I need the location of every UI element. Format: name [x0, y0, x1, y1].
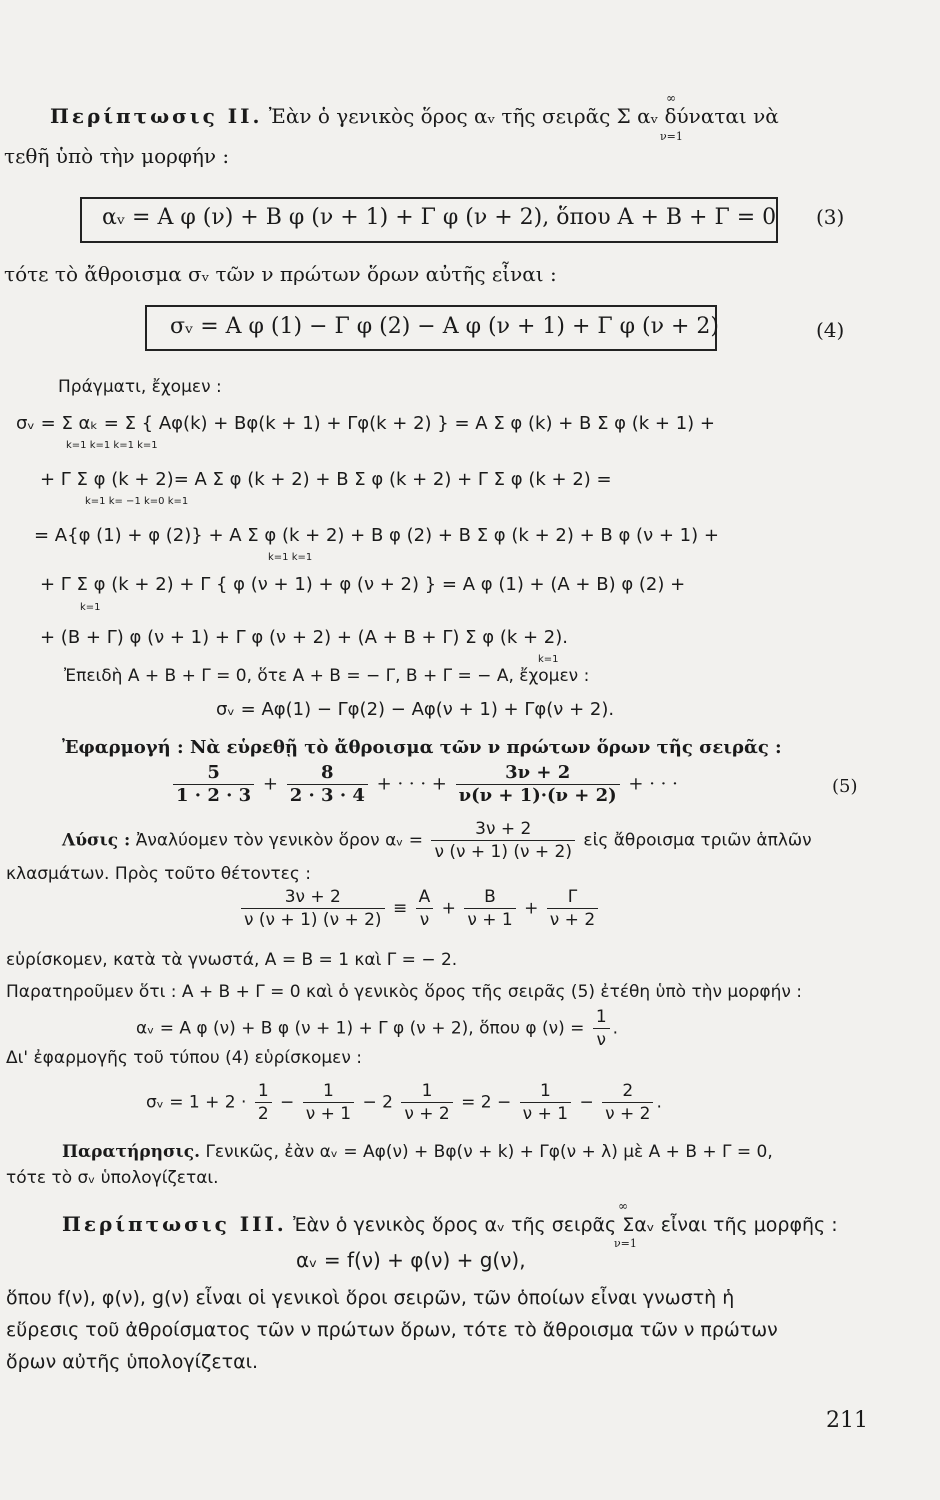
- proof-line-1-limits: k=1 k=1 k=1 k=1: [66, 440, 158, 451]
- general-term-fraction: $\frac{3\nu + 2}{\nu (\nu + 1) (\nu + 2)}$: [431, 818, 575, 863]
- solution-sum-result: σᵥ = 1 + 2 · $\frac{1}{2}$ − $\frac{1}{\nu + 1}$ − 2 $\frac{1}{\nu + 2}$ = 2 − $\frac{1}{\nu + 1}$ − $\frac{2}{\nu + 2}$ .: [146, 1081, 662, 1124]
- case2-label: Περίπτωσις ΙΙ.: [50, 104, 263, 128]
- proof-since: Ἐπειδὴ A + B + Γ = 0, ὅτε A + B = − Γ, B + Γ = − A, ἔχομεν :: [64, 666, 590, 686]
- remark-line-1: Παρατήρησις. Γενικῶς, ἐὰν αᵥ = Aφ(ν) + Bφ(ν + k) + Γφ(ν + λ) μὲ A + B + Γ = 0,: [62, 1142, 773, 1162]
- series-term-1: $\frac{5}{1 \cdot 2 \cdot 3}$: [173, 762, 254, 807]
- solution-line-2: κλασμάτων. Πρὸς τοῦτο θέτοντες :: [6, 864, 311, 884]
- proof-line-4-limits: k=1: [80, 602, 101, 613]
- proof-result: σᵥ = Aφ(1) − Γφ(2) − Aφ(ν + 1) + Γφ(ν + 2).: [216, 699, 615, 720]
- case3-heading: [62, 1212, 838, 1237]
- proof-line-2-limits: k=1 k= −1 k=0 k=1: [85, 496, 189, 507]
- equation-number-5: (5): [832, 776, 858, 797]
- case3-sum-upper: ∞: [618, 1199, 628, 1213]
- proof-line-4: + Γ Σ φ (k + 2) + Γ { φ (ν + 1) + φ (ν + 2) } = A φ (1) + (A + B) φ (2) +: [40, 574, 686, 595]
- solution-via: Δι' ἐφαρμογῆς τοῦ τύπου (4) εὑρίσκομεν :: [6, 1048, 362, 1068]
- case2-sum-lower: ν=1: [660, 130, 683, 143]
- application-title: Ἐφαρμογή : Νὰ εὑρεθῇ τὸ ἄθροισμα τῶν ν πρώτων ὅρων τῆς σειρᾶς :: [62, 737, 782, 758]
- proof-line-5: + (B + Γ) φ (ν + 1) + Γ φ (ν + 2) + (A + B + Γ) Σ φ (k + 2).: [40, 627, 568, 648]
- case3-formula: αᵥ = f(ν) + φ(ν) + g(ν),: [296, 1248, 526, 1272]
- solution-form: αᵥ = A φ (ν) + B φ (ν + 1) + Γ φ (ν + 2), ὅπου φ (ν) = $\frac{1}{\nu}$ .: [136, 1007, 619, 1050]
- equation-number-4: (4): [816, 318, 845, 342]
- series-term-n: $\frac{3\nu + 2}{\nu(\nu + 1)\cdot(\nu + 2)}$: [456, 762, 620, 807]
- series-5: $\frac{5}{1 \cdot 2 \cdot 3}$ + $\frac{8}{2 \cdot 3 \cdot 4}$ + · · · + $\frac{3\nu + 2}{\nu(\nu + 1)\cdot(\nu + 2)}$ + · · ·: [170, 762, 678, 807]
- partial-fraction-decomposition: $\frac{3\nu + 2}{\nu (\nu + 1) (\nu + 2)}$ ≡ $\frac{A}{\nu}$ + $\frac{B}{\nu + 1}$ + $\frac{\Gamma}{\nu + 2}$: [238, 886, 601, 931]
- case3-sum-lower: ν=1: [614, 1237, 637, 1250]
- formula-3: αᵥ = A φ (ν) + B φ (ν + 1) + Γ φ (ν + 2), ὅπου A + B + Γ = 0: [102, 205, 777, 230]
- series-dots: + · · · +: [376, 773, 447, 795]
- series-term-2: $\frac{8}{2 \cdot 3 \cdot 4}$: [287, 762, 368, 807]
- proof-line-1: σᵥ = Σ αₖ = Σ { Aφ(k) + Bφ(k + 1) + Γφ(k + 2) } = A Σ φ (k) + B Σ φ (k + 1) +: [16, 413, 716, 434]
- series-tail: + · · ·: [628, 773, 678, 795]
- case3-text: Ἐὰν ὁ γενικὸς ὅρος αᵥ τῆς σειρᾶς Σαᵥ εἶναι τῆς μορφῆς :: [293, 1214, 838, 1236]
- case2-line2: τεθῆ ὑπὸ τὴν μορφήν :: [4, 144, 230, 168]
- equation-number-3: (3): [816, 205, 845, 229]
- case3-label: Περίπτωσις ΙΙΙ.: [62, 1212, 287, 1236]
- formula-4: σᵥ = A φ (1) − Γ φ (2) − A φ (ν + 1) + Γ φ (ν + 2): [170, 314, 720, 339]
- case2-text: Ἐὰν ὁ γενικὸς ὅρος αᵥ τῆς σειρᾶς Σ αᵥ δύναται νὰ: [268, 104, 779, 128]
- case3-paragraph-1: ὅπου f(ν), φ(ν), g(ν) εἶναι οἱ γενικοὶ ὅροι σειρῶν, τῶν ὁποίων εἶναι γνωστὴ ἡ: [6, 1287, 735, 1309]
- proof-intro: Πράγματι, ἔχομεν :: [58, 377, 222, 397]
- case2-sum-upper: ∞: [666, 91, 676, 105]
- solution-observe: Παρατηροῦμεν ὅτι : A + B + Γ = 0 καὶ ὁ γενικὸς ὅρος τῆς σειρᾶς (5) ἐτέθη ὑπὸ τὴν μορφήν :: [6, 982, 803, 1002]
- solution-line-1: Λύσις : Ἀναλύομεν τὸν γενικὸν ὅρον αᵥ = $\frac{3\nu + 2}{\nu (\nu + 1) (\nu + 2)}$ εἰς ἄθροισμα τριῶν ἁπλῶν: [62, 819, 812, 862]
- proof-line-3: = A{φ (1) + φ (2)} + A Σ φ (k + 2) + B φ (2) + B Σ φ (k + 2) + B φ (ν + 1) +: [34, 525, 719, 546]
- page-number: 211: [826, 1408, 868, 1433]
- case3-paragraph-2: εὕρεσις τοῦ ἀθροίσματος τῶν ν πρώτων ὅρων, τότε τὸ ἄθροισμα τῶν ν πρώτων: [6, 1319, 778, 1341]
- proof-line-5-limits: k=1: [538, 654, 559, 665]
- remark-line-2: τότε τὸ σᵥ ὑπολογίζεται.: [6, 1168, 219, 1188]
- case3-paragraph-3: ὅρων αὐτῆς ὑπολογίζεται.: [6, 1351, 259, 1373]
- proof-line-3-limits: k=1 k=1: [268, 552, 313, 563]
- case2-line3: τότε τὸ ἄθροισμα σᵥ τῶν ν πρώτων ὅρων αὐτῆς εἶναι :: [4, 262, 557, 286]
- solution-found: εὑρίσκομεν, κατὰ τὰ γνωστά, A = B = 1 καὶ Γ = − 2.: [6, 950, 458, 970]
- proof-line-2: + Γ Σ φ (k + 2)= A Σ φ (k + 2) + B Σ φ (k + 2) + Γ Σ φ (k + 2) =: [40, 469, 612, 490]
